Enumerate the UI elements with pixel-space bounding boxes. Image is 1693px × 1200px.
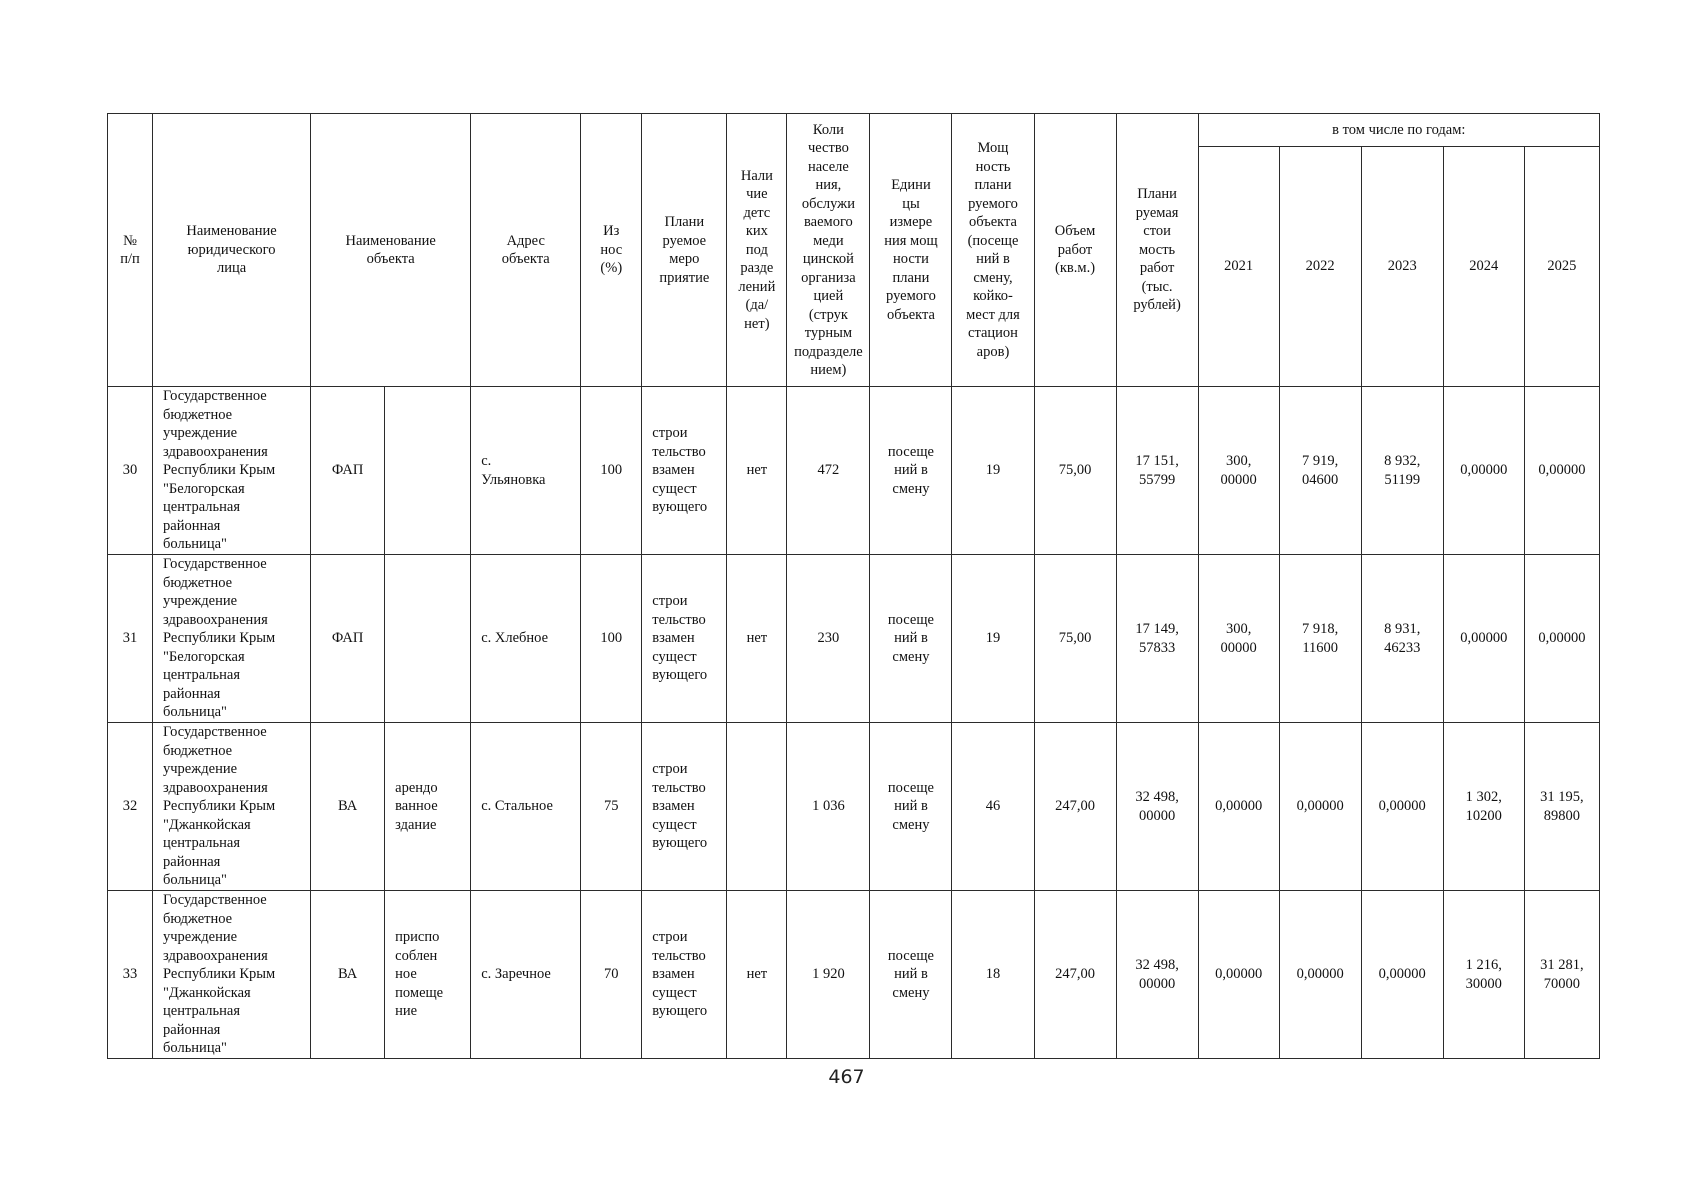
year-2021-cell: 300, 00000 bbox=[1198, 387, 1279, 555]
year-2021-cell: 0,00000 bbox=[1198, 723, 1279, 891]
object-type-cell: ВА bbox=[311, 891, 385, 1059]
header-object-name: Наименование объекта bbox=[311, 114, 471, 387]
header-planned-cost: Плани руемая стои мость работ (тыс. рублей) bbox=[1116, 114, 1198, 387]
population-cell: 1 036 bbox=[787, 723, 870, 891]
legal-entity-cell: Государственное бюджетное учреждение здравоохранения Республики Крым "Белогорская центральная районная больница" bbox=[153, 387, 311, 555]
row-num: 30 bbox=[108, 387, 153, 555]
volume-cell: 75,00 bbox=[1034, 555, 1116, 723]
wear-cell: 70 bbox=[581, 891, 642, 1059]
population-cell: 472 bbox=[787, 387, 870, 555]
legal-entity-cell: Государственное бюджетное учреждение здравоохранения Республики Крым "Джанкойская центральная районная больница" bbox=[153, 891, 311, 1059]
capacity-cell: 18 bbox=[952, 891, 1034, 1059]
year-2021-cell: 300, 00000 bbox=[1198, 555, 1279, 723]
year-2024-cell: 0,00000 bbox=[1443, 555, 1524, 723]
table-row bbox=[108, 891, 1600, 1059]
year-2022-cell: 7 919, 04600 bbox=[1279, 387, 1361, 555]
wear-cell: 100 bbox=[581, 387, 642, 555]
year-2025-cell: 0,00000 bbox=[1524, 387, 1599, 555]
object-desc-cell bbox=[385, 555, 471, 723]
year-2025-cell: 0,00000 bbox=[1524, 555, 1599, 723]
unit-cell: посеще ний в смену bbox=[870, 891, 952, 1059]
capacity-cell: 19 bbox=[952, 387, 1034, 555]
year-2023-cell: 8 931, 46233 bbox=[1361, 555, 1443, 723]
subdivisions-cell: нет bbox=[727, 555, 787, 723]
legal-entity-cell: Государственное бюджетное учреждение здравоохранения Республики Крым "Белогорская центральная районная больница" bbox=[153, 555, 311, 723]
object-type-cell: ФАП bbox=[311, 387, 385, 555]
table-row bbox=[108, 723, 1600, 891]
year-2025-cell: 31 195, 89800 bbox=[1524, 723, 1599, 891]
header-work-volume: Объем работ (кв.м.) bbox=[1034, 114, 1116, 387]
header-row bbox=[108, 114, 1600, 147]
object-desc-cell: арендо ванное здание bbox=[385, 723, 471, 891]
header-population: Коли чество населе ния, обслужи ваемого меди цинской организа цией (струк турным подразделе нием) bbox=[787, 114, 870, 387]
header-address: Адрес объекта bbox=[471, 114, 581, 387]
header-year-2022: 2022 bbox=[1279, 147, 1361, 387]
header-capacity-unit: Едини цы измере ния мощ ности плани руемого объекта bbox=[870, 114, 952, 387]
table-row bbox=[108, 387, 1600, 555]
capacity-cell: 46 bbox=[952, 723, 1034, 891]
header-num: № п/п bbox=[108, 114, 153, 387]
legal-entity-cell: Государственное бюджетное учреждение здравоохранения Республики Крым "Джанкойская центральная районная больница" bbox=[153, 723, 311, 891]
year-2024-cell: 1 302, 10200 bbox=[1443, 723, 1524, 891]
header-planned-measure: Плани руемое меро приятие bbox=[642, 114, 727, 387]
measure-cell: строи тельство взамен сущест вующего bbox=[642, 891, 727, 1059]
year-2022-cell: 0,00000 bbox=[1279, 891, 1361, 1059]
header-year-2021: 2021 bbox=[1198, 147, 1279, 387]
cost-cell: 32 498, 00000 bbox=[1116, 891, 1198, 1059]
header-wear: Из нос (%) bbox=[581, 114, 642, 387]
address-cell: с. Хлебное bbox=[471, 555, 581, 723]
measure-cell: строи тельство взамен сущест вующего bbox=[642, 723, 727, 891]
address-cell: с. Заречное bbox=[471, 891, 581, 1059]
object-desc-cell: приспо соблен ное помеще ние bbox=[385, 891, 471, 1059]
year-2024-cell: 1 216, 30000 bbox=[1443, 891, 1524, 1059]
measure-cell: строи тельство взамен сущест вующего bbox=[642, 555, 727, 723]
unit-cell: посеще ний в смену bbox=[870, 387, 952, 555]
unit-cell: посеще ний в смену bbox=[870, 723, 952, 891]
header-by-years: в том числе по годам: bbox=[1198, 114, 1599, 147]
address-cell: с. Стальное bbox=[471, 723, 581, 891]
year-2021-cell: 0,00000 bbox=[1198, 891, 1279, 1059]
object-type-cell: ВА bbox=[311, 723, 385, 891]
year-2023-cell: 8 932, 51199 bbox=[1361, 387, 1443, 555]
unit-cell: посеще ний в смену bbox=[870, 555, 952, 723]
page-number: 467 bbox=[828, 1066, 865, 1088]
capacity-cell: 19 bbox=[952, 555, 1034, 723]
year-2022-cell: 7 918, 11600 bbox=[1279, 555, 1361, 723]
year-2024-cell: 0,00000 bbox=[1443, 387, 1524, 555]
year-2023-cell: 0,00000 bbox=[1361, 891, 1443, 1059]
year-2023-cell: 0,00000 bbox=[1361, 723, 1443, 891]
volume-cell: 75,00 bbox=[1034, 387, 1116, 555]
wear-cell: 75 bbox=[581, 723, 642, 891]
cost-cell: 17 149, 57833 bbox=[1116, 555, 1198, 723]
subdivisions-cell: нет bbox=[727, 387, 787, 555]
address-cell: с. Ульяновка bbox=[471, 387, 581, 555]
population-cell: 1 920 bbox=[787, 891, 870, 1059]
row-num: 33 bbox=[108, 891, 153, 1059]
data-table bbox=[107, 113, 1600, 1059]
object-desc-cell bbox=[385, 387, 471, 555]
header-subdivisions: Нали чие детс ких под разде лений (да/ нет) bbox=[727, 114, 787, 387]
cost-cell: 17 151, 55799 bbox=[1116, 387, 1198, 555]
header-year-2024: 2024 bbox=[1443, 147, 1524, 387]
header-capacity: Мощ ность плани руемого объекта (посеще ний в смену, койко- мест для стацион аров) bbox=[952, 114, 1034, 387]
measure-cell: строи тельство взамен сущест вующего bbox=[642, 387, 727, 555]
row-num: 32 bbox=[108, 723, 153, 891]
wear-cell: 100 bbox=[581, 555, 642, 723]
volume-cell: 247,00 bbox=[1034, 723, 1116, 891]
volume-cell: 247,00 bbox=[1034, 891, 1116, 1059]
population-cell: 230 bbox=[787, 555, 870, 723]
object-type-cell: ФАП bbox=[311, 555, 385, 723]
header-year-2023: 2023 bbox=[1361, 147, 1443, 387]
year-2025-cell: 31 281, 70000 bbox=[1524, 891, 1599, 1059]
header-year-2025: 2025 bbox=[1524, 147, 1599, 387]
subdivisions-cell: нет bbox=[727, 891, 787, 1059]
cost-cell: 32 498, 00000 bbox=[1116, 723, 1198, 891]
row-num: 31 bbox=[108, 555, 153, 723]
year-2022-cell: 0,00000 bbox=[1279, 723, 1361, 891]
table-row bbox=[108, 555, 1600, 723]
subdivisions-cell bbox=[727, 723, 787, 891]
header-legal-entity: Наименование юридического лица bbox=[153, 114, 311, 387]
